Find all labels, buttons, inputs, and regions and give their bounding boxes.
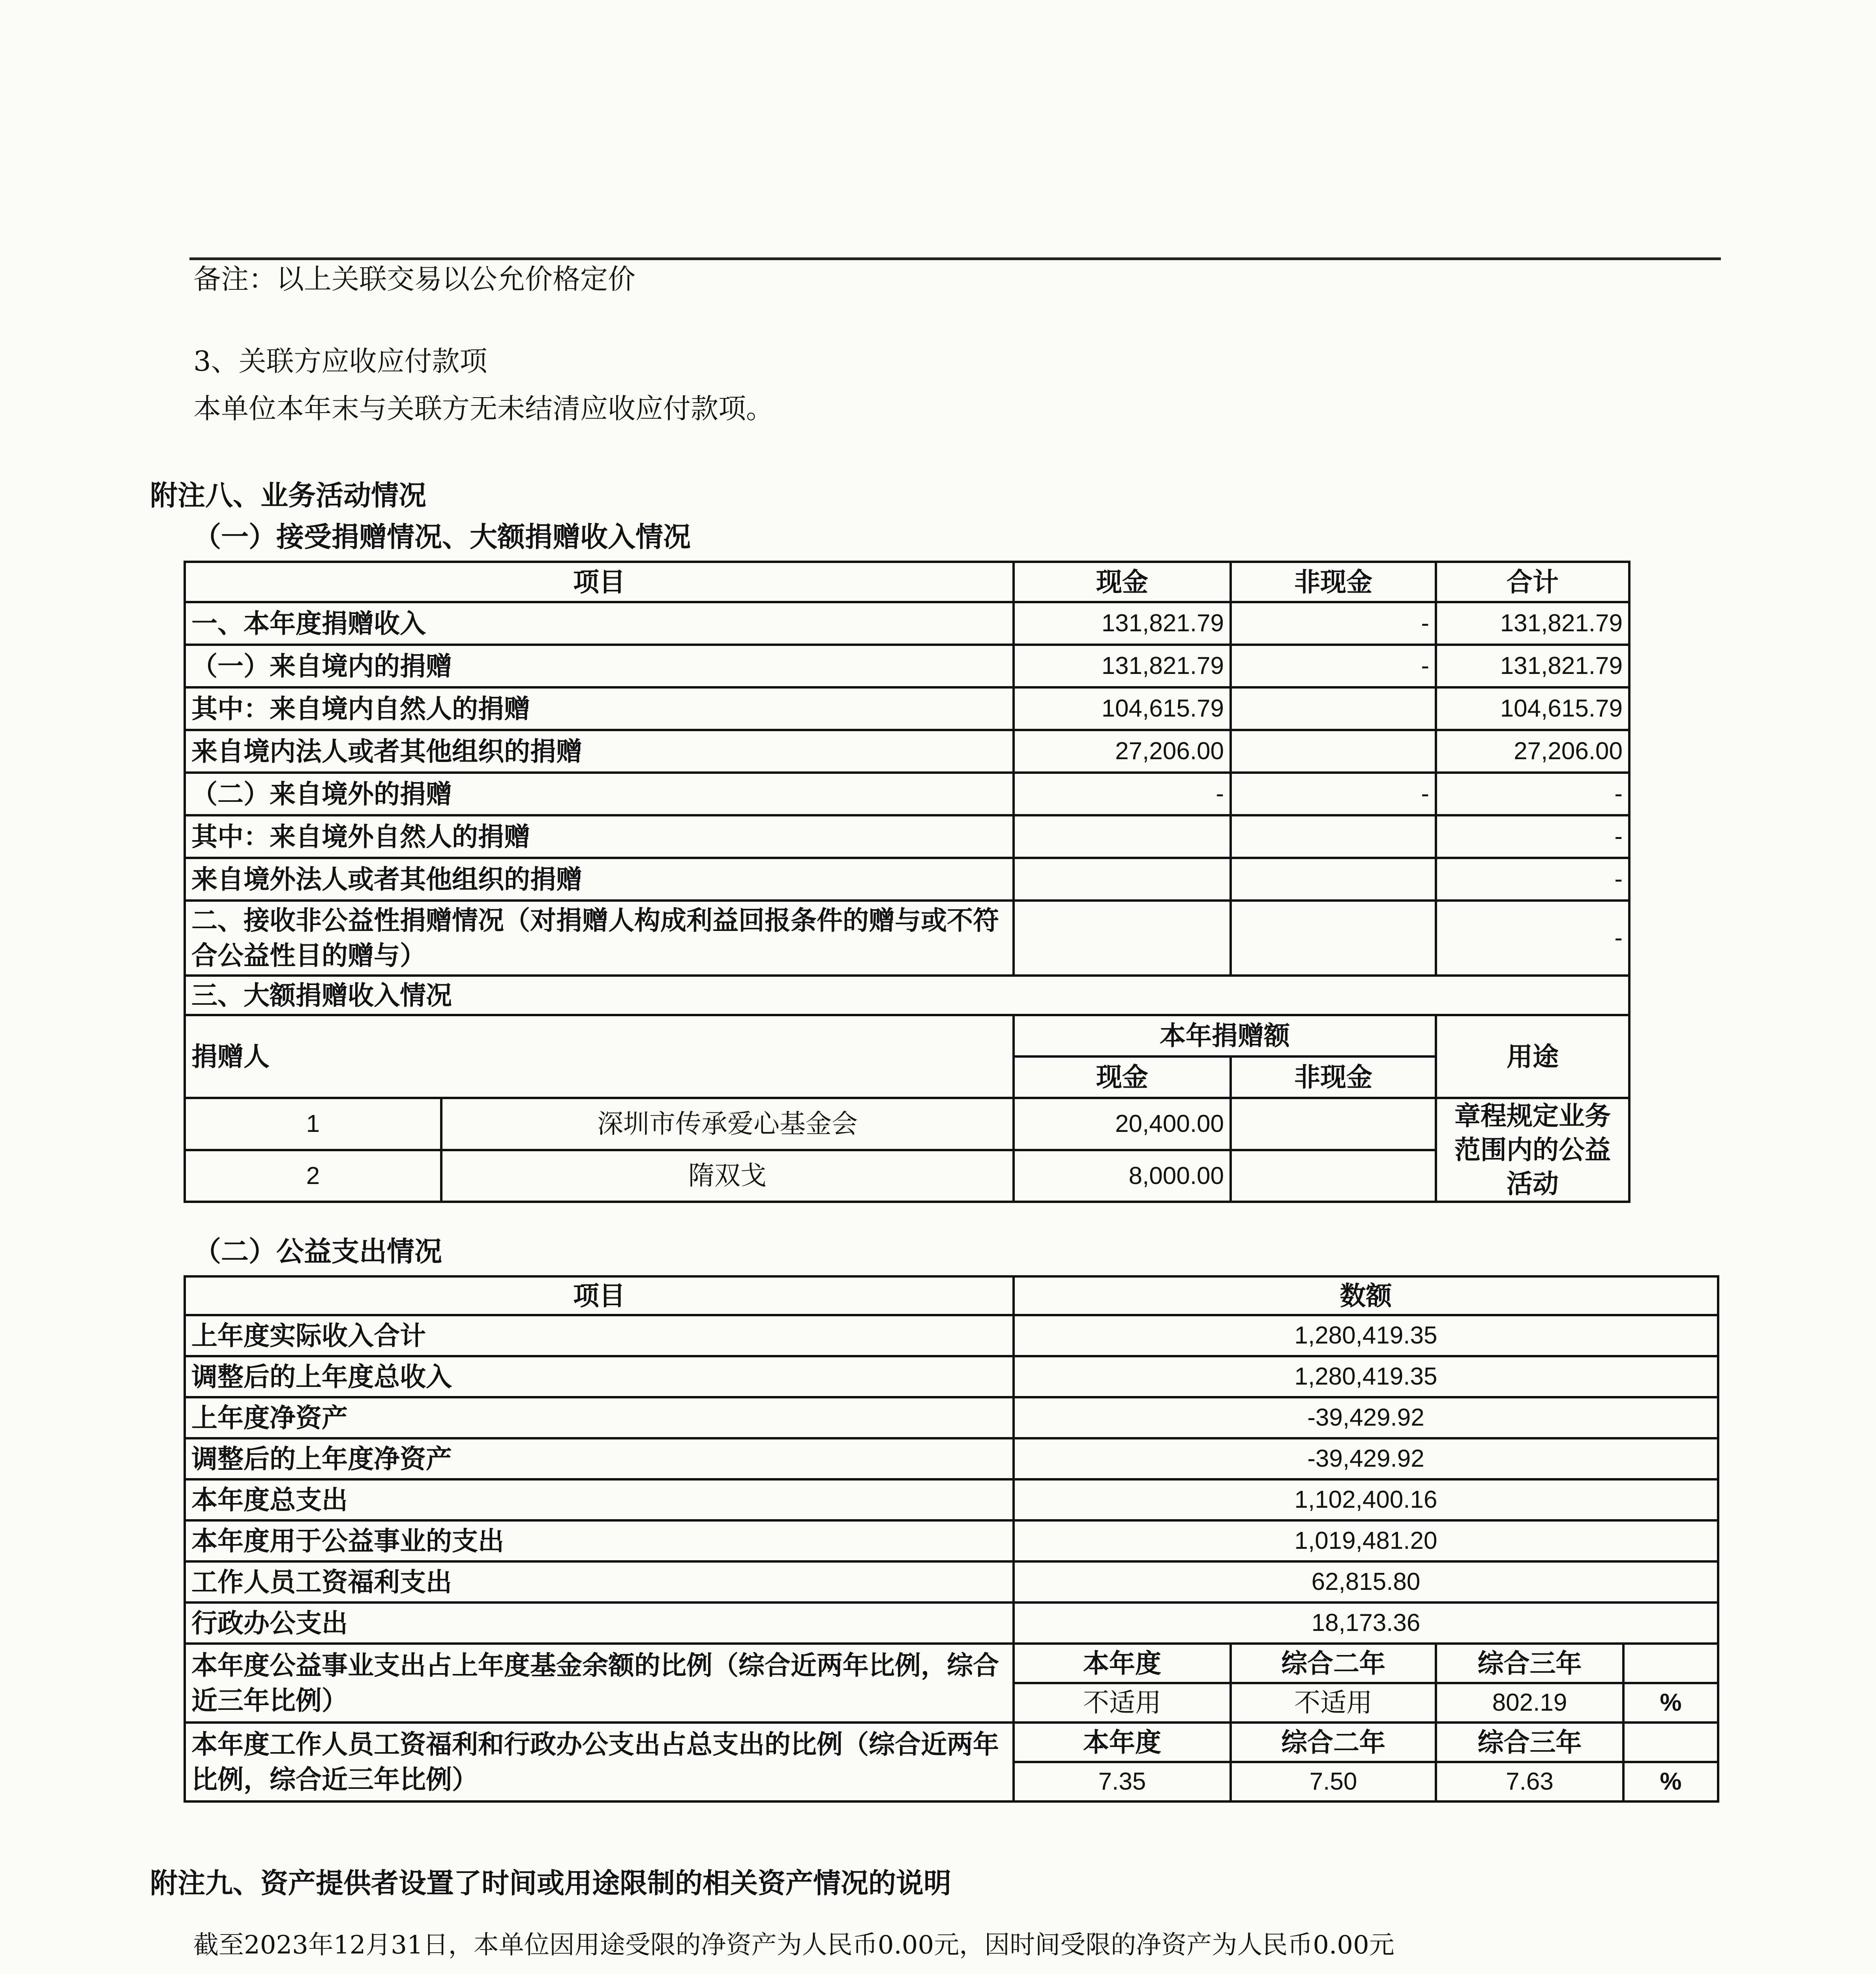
noncash-value — [1231, 858, 1436, 901]
note9-title: 附注九、资产提供者设置了时间或用途限制的相关资产情况的说明 — [150, 1867, 951, 1899]
row-value: 1,280,419.35 — [1014, 1356, 1718, 1397]
note8-sub1-title: （一）接受捐赠情况、大额捐赠收入情况 — [193, 520, 691, 553]
ratio1-header-three-year: 综合三年 — [1436, 1644, 1623, 1683]
noncash-value — [1231, 730, 1436, 773]
amount-header: 本年捐赠额 — [1014, 1015, 1436, 1056]
donor-no: 2 — [185, 1150, 441, 1202]
row-value: 62,815.80 — [1014, 1561, 1718, 1602]
table-row — [185, 1520, 1718, 1561]
total-value: 131,821.79 — [1436, 645, 1629, 687]
cash-value: 131,821.79 — [1014, 602, 1231, 645]
row-label: 一、本年度捐赠收入 — [185, 602, 1014, 645]
row-label: （一）来自境内的捐赠 — [185, 645, 1014, 687]
top-note: 备注：以上关联交易以公允价格定价 — [193, 263, 635, 295]
col-header-amount: 数额 — [1014, 1276, 1718, 1315]
col-header-total: 合计 — [1436, 562, 1629, 602]
table-row — [185, 1315, 1718, 1356]
donor-cash: 20,400.00 — [1014, 1098, 1231, 1150]
noncash-value — [1231, 687, 1436, 730]
row-label: 其中：来自境外自然人的捐赠 — [185, 815, 1014, 858]
donor-name: 隋双戈 — [441, 1150, 1014, 1202]
row-label: 来自境外法人或者其他组织的捐赠 — [185, 858, 1014, 901]
noncash-value: - — [1231, 602, 1436, 645]
row-value: 1,280,419.35 — [1014, 1315, 1718, 1356]
empty-cell — [1014, 901, 1231, 976]
col-header-cash: 现金 — [1014, 562, 1231, 602]
donor-row — [185, 1150, 1629, 1202]
table-row — [185, 773, 1629, 815]
use-header: 用途 — [1436, 1015, 1629, 1098]
ratio1-header-current: 本年度 — [1014, 1644, 1231, 1683]
cash-value: 104,615.79 — [1014, 687, 1231, 730]
ratio2-label: 本年度工作人员工资福利和行政办公支出占总支出的比例（综合近两年比例，综合近三年比例） — [185, 1723, 1014, 1801]
total-value: 131,821.79 — [1436, 602, 1629, 645]
ratio2-two-year: 7.50 — [1231, 1762, 1436, 1801]
donation-use: 章程规定业务范围内的公益活动 — [1436, 1098, 1629, 1202]
col-header-noncash: 非现金 — [1231, 562, 1436, 602]
ratio2-header-current: 本年度 — [1014, 1723, 1231, 1762]
ratio1-two-year: 不适用 — [1231, 1683, 1436, 1723]
total-value: 27,206.00 — [1436, 730, 1629, 773]
ratio2-percent: % — [1623, 1762, 1718, 1801]
donor-cash-header: 现金 — [1014, 1056, 1231, 1098]
ratio2-header-two-year: 综合二年 — [1231, 1723, 1436, 1762]
row-label: 工作人员工资福利支出 — [185, 1561, 1014, 1602]
donor-row — [185, 1098, 1629, 1150]
donor-noncash-header: 非现金 — [1231, 1056, 1436, 1098]
total-value: 104,615.79 — [1436, 687, 1629, 730]
row-label: 本年度用于公益事业的支出 — [185, 1520, 1014, 1561]
cash-value: - — [1014, 773, 1231, 815]
table-row — [185, 645, 1629, 687]
ratio2-header-three-year: 综合三年 — [1436, 1723, 1623, 1762]
empty-cell — [1231, 901, 1436, 976]
row-label: （二）来自境外的捐赠 — [185, 773, 1014, 815]
note9-body: 截至2023年12月31日，本单位因用途受限的净资产为人民币0.00元，因时间受限的净资产为人民币0.00元 — [193, 1931, 1394, 1960]
section3-body: 本单位本年末与关联方无未结清应收应付款项。 — [193, 392, 774, 425]
section3-title: 3、关联方应收应付款项 — [193, 345, 487, 377]
col-header-item: 项目 — [185, 562, 1014, 602]
empty-cell — [1623, 1644, 1718, 1683]
table-row — [185, 1438, 1718, 1479]
empty-cell — [1623, 1723, 1718, 1762]
ratio2-current: 7.35 — [1014, 1762, 1231, 1801]
total-value: - — [1436, 858, 1629, 901]
row-label: 来自境内法人或者其他组织的捐赠 — [185, 730, 1014, 773]
table-row — [185, 858, 1629, 901]
total-value: - — [1436, 815, 1629, 858]
table-row — [185, 1356, 1718, 1397]
ratio1-label: 本年度公益事业支出占上年度基金余额的比例（综合近两年比例，综合近三年比例） — [185, 1644, 1014, 1723]
ratio1-three-year: 802.19 — [1436, 1683, 1623, 1723]
row-value: -39,429.92 — [1014, 1397, 1718, 1438]
col-header-item: 项目 — [185, 1276, 1014, 1315]
ratio1-percent: % — [1623, 1683, 1718, 1723]
table-row — [185, 1602, 1718, 1644]
ratio1-current: 不适用 — [1014, 1683, 1231, 1723]
row-label: 上年度净资产 — [185, 1397, 1014, 1438]
table-row — [185, 1397, 1718, 1438]
row-label: 其中：来自境内自然人的捐赠 — [185, 687, 1014, 730]
nonpublic-donation-label: 二、接收非公益性捐赠情况（对捐赠人构成利益回报条件的赠与或不符合公益性目的赠与） — [185, 901, 1014, 976]
noncash-value — [1231, 815, 1436, 858]
public-expenditure-table — [184, 1275, 1719, 1803]
donor-name: 深圳市传承爱心基金会 — [441, 1098, 1014, 1150]
donor-cash: 8,000.00 — [1014, 1150, 1231, 1202]
cash-value — [1014, 815, 1231, 858]
row-value: 1,019,481.20 — [1014, 1520, 1718, 1561]
row-label: 调整后的上年度总收入 — [185, 1356, 1014, 1397]
donor-noncash — [1231, 1098, 1436, 1150]
table-row — [185, 730, 1629, 773]
note8-title: 附注八、业务活动情况 — [150, 479, 426, 512]
row-label: 本年度总支出 — [185, 1479, 1014, 1520]
row-label: 调整后的上年度净资产 — [185, 1438, 1014, 1479]
table-row — [185, 1479, 1718, 1520]
donor-header: 捐赠人 — [185, 1015, 1014, 1098]
donor-noncash — [1231, 1150, 1436, 1202]
total-value: - — [1436, 773, 1629, 815]
donation-table — [184, 561, 1630, 1203]
table-row — [185, 1561, 1718, 1602]
note8-sub2-title: （二）公益支出情况 — [193, 1235, 442, 1268]
row-value: 1,102,400.16 — [1014, 1479, 1718, 1520]
row-label: 行政办公支出 — [185, 1602, 1014, 1644]
cash-value: 131,821.79 — [1014, 645, 1231, 687]
ratio2-three-year: 7.63 — [1436, 1762, 1623, 1801]
row-value: 18,173.36 — [1014, 1602, 1718, 1644]
table-row — [185, 815, 1629, 858]
large-donation-title: 三、大额捐赠收入情况 — [185, 976, 1629, 1015]
cash-value — [1014, 858, 1231, 901]
ratio1-header-two-year: 综合二年 — [1231, 1644, 1436, 1683]
row-value: -39,429.92 — [1014, 1438, 1718, 1479]
donor-no: 1 — [185, 1098, 441, 1150]
table-row — [185, 602, 1629, 645]
table-row — [185, 687, 1629, 730]
noncash-value: - — [1231, 773, 1436, 815]
noncash-value: - — [1231, 645, 1436, 687]
nonpublic-total: - — [1436, 901, 1629, 976]
row-label: 上年度实际收入合计 — [185, 1315, 1014, 1356]
top-rule — [189, 257, 1721, 260]
cash-value: 27,206.00 — [1014, 730, 1231, 773]
